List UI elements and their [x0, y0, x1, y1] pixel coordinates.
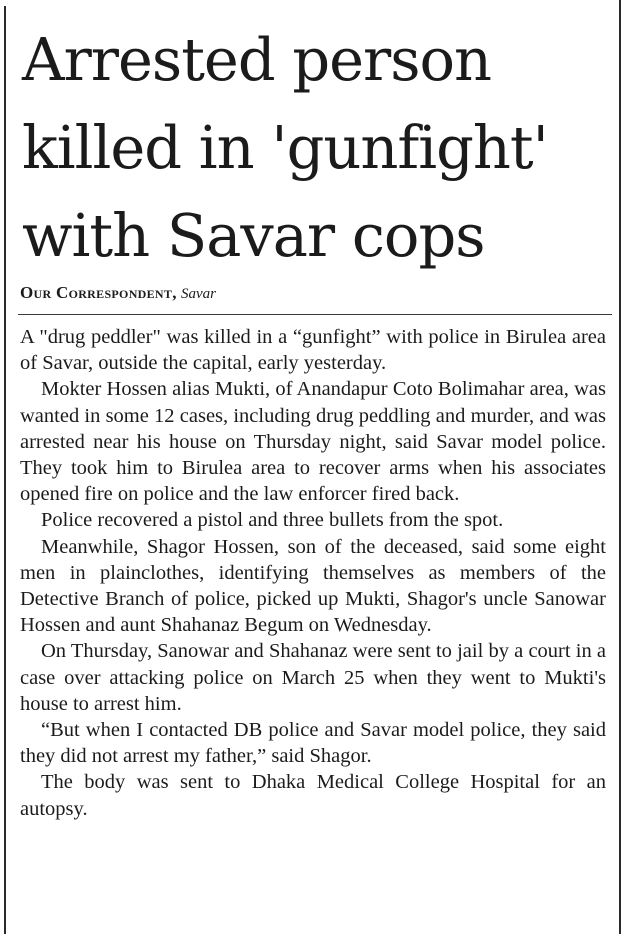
paragraph-5: On Thursday, Sanowar and Shahanaz were sent to jail by a court in a case over attacking police on March 25 when they went to Mukti's house to arrest him.	[20, 640, 606, 715]
headline	[22, 16, 612, 280]
headline-line-3: with Savar cops	[22, 201, 485, 270]
article-body	[20, 324, 606, 822]
headline-line-2: killed in 'gunfight'	[22, 113, 548, 182]
byline-divider	[18, 314, 612, 315]
column-rule-left	[4, 6, 6, 934]
byline	[20, 282, 612, 305]
headline-line-1: Arrested person	[22, 25, 492, 94]
column-rule-right	[619, 0, 621, 934]
paragraph-6: “But when I contacted DB police and Savar model police, they said they did not arrest my father,” said Shagor.	[20, 719, 606, 768]
paragraph-3: Police recovered a pistol and three bullets from the spot.	[41, 509, 504, 532]
byline-author: Our Correspondent,	[20, 283, 177, 302]
paragraph-4: Meanwhile, Shagor Hossen, son of the deceased, said some eight men in plainclothes, identifying themselves as members of the Detective Branch of police, picked up Mukti, Shagor's uncle Sanowar Hossen and aunt Shahanaz Begum on Wednesday.	[20, 535, 606, 637]
byline-location: Savar	[181, 286, 216, 302]
paragraph-2: Mokter Hossen alias Mukti, of Anandapur Coto Bolimahar area, was wanted in some 12 cases, including drug peddling and murder, and was arrested near his house on Thursday night, said Savar model police. They took him to Birulea area to recover arms when his associates opened fire on police and the law enforcer fired back.	[20, 378, 606, 506]
paragraph-1: A "drug peddler" was killed in a “gunfight” with police in Birulea area of Savar, outside the capital, early yesterday.	[20, 326, 606, 375]
paragraph-7: The body was sent to Dhaka Medical College Hospital for an autopsy.	[20, 771, 606, 820]
